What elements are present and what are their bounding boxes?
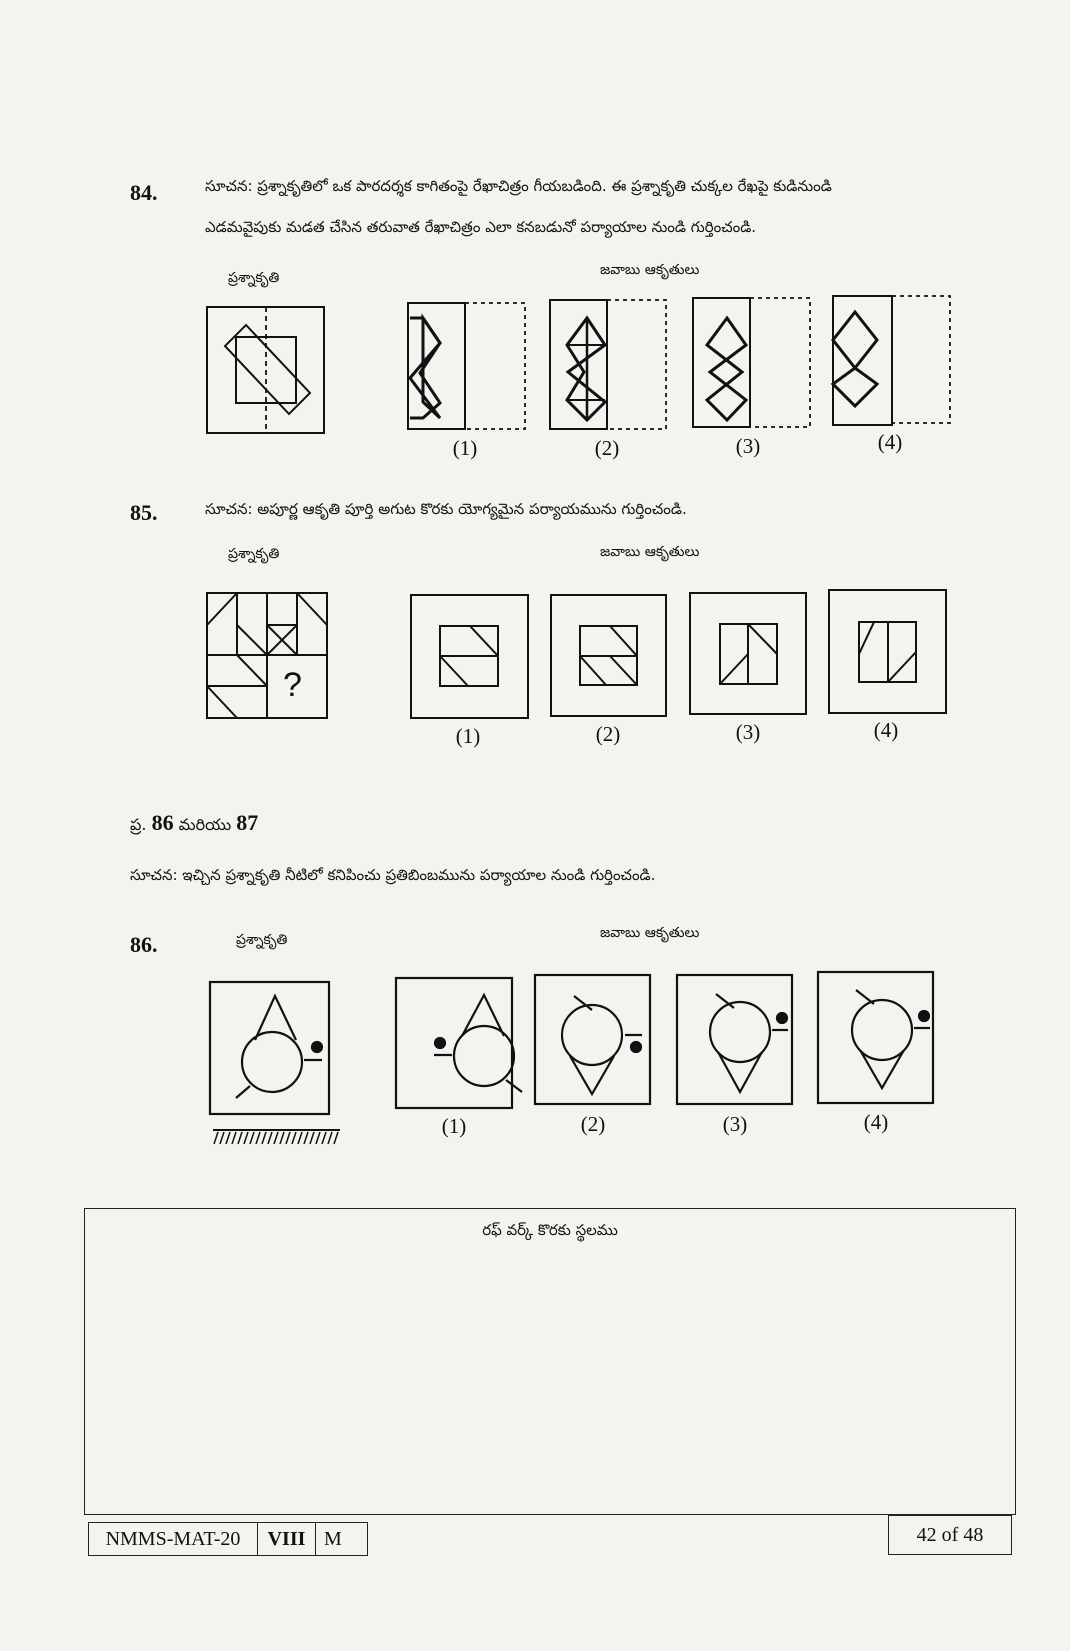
q84-problem-label: ప్రశ్నాకృతి <box>228 270 280 286</box>
q84-option-1-label[interactable]: (1) <box>452 436 478 460</box>
q85-answer-label: జవాబు ఆకృతులు <box>600 544 700 560</box>
q86-option-2-figure <box>535 975 650 1104</box>
heading-number-86: 86 <box>151 810 174 835</box>
footer-class: VIII <box>258 1522 316 1556</box>
q84-number: 84. <box>130 180 158 205</box>
q86-87-instruction: సూచన: ఇచ్చిన ప్రశ్నాకృతి నీటిలో కనిపించు ప్రతిబింబమును పర్యాయాల నుండి గుర్తించండి. <box>130 866 656 884</box>
q84-answer-label: జవాబు ఆకృతులు <box>600 262 700 278</box>
q85-option-2-label[interactable]: (2) <box>595 722 621 746</box>
q86-option-3-label[interactable]: (3) <box>722 1112 748 1136</box>
q86-answer-label: జవాబు ఆకృతులు <box>600 925 700 941</box>
q86-option-4-figure <box>818 972 933 1103</box>
q85-option-3-label[interactable]: (3) <box>735 720 761 744</box>
heading-prefix: ప్ర. <box>130 815 147 834</box>
rough-work-title: రఫ్ వర్క్ కొరకు స్థలము <box>482 1221 618 1239</box>
footer-code-strip <box>88 1522 368 1556</box>
rough-work-box <box>84 1208 1016 1515</box>
q86-option-3-figure <box>677 975 792 1104</box>
q86-option-4-label[interactable]: (4) <box>863 1110 889 1134</box>
heading-number-87: 87 <box>236 810 259 835</box>
q85-option-1-label[interactable]: (1) <box>455 724 481 748</box>
q85-problem-label: ప్రశ్నాకృతి <box>228 546 280 562</box>
footer-paper-code: NMMS-MAT-20 <box>88 1522 258 1556</box>
q85-option-4-label[interactable]: (4) <box>873 718 899 742</box>
footer-page-number: 42 of 48 <box>888 1515 1012 1555</box>
q85-question-mark: ? <box>283 666 302 704</box>
q86-option-1-label[interactable]: (1) <box>441 1114 467 1138</box>
footer-medium: M <box>316 1522 368 1556</box>
heading-connector: మరియు <box>178 815 232 834</box>
q86-option-2-label[interactable]: (2) <box>580 1112 606 1136</box>
q84-option-3-label[interactable]: (3) <box>735 434 761 458</box>
q86-option-1-figure <box>396 978 522 1108</box>
q86-problem-figure <box>210 982 340 1130</box>
q86-problem-label: ప్రశ్నాకృతి <box>236 932 288 948</box>
q86-ground-hatch <box>214 1132 338 1144</box>
q84-option-4-label[interactable]: (4) <box>877 430 903 454</box>
q85-number: 85. <box>130 500 158 525</box>
q85-instruction: సూచన: అపూర్ణ ఆకృతి పూర్తి అగుట కొరకు యోగ్యమైన పర్యాయమును గుర్తించండి. <box>205 500 687 518</box>
q86-number: 86. <box>130 932 158 957</box>
q84-instruction-line1: సూచన: ప్రశ్నాకృతిలో ఒక పారదర్శక కాగితంపై రేఖాచిత్రం గీయబడింది. ఈ ప్రశ్నాకృతి చుక్కల రేఖపై కుడినుండి <box>205 177 832 195</box>
q84-option-2-label[interactable]: (2) <box>594 436 620 460</box>
q84-instruction-line2: ఎడమవైపుకు మడత చేసిన తరువాత రేఖాచిత్రం ఎలా కనబడునో పర్యాయాల నుండి గుర్తించండి. <box>205 218 757 236</box>
